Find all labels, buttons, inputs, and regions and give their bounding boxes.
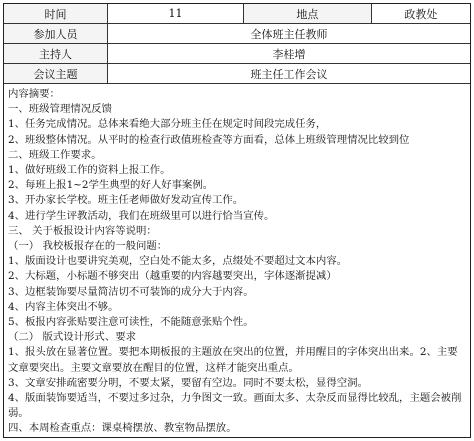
content-line: 二、班级工作要求。 bbox=[8, 148, 102, 161]
content-line: （一） 我校板报存在的一般问题： bbox=[8, 240, 168, 253]
content-line: 1、做好班级工作的资料上报工作。 bbox=[8, 164, 171, 177]
content-heading: 内容摘要： bbox=[8, 88, 60, 100]
topic-row bbox=[4, 64, 470, 84]
content-line: 3、文章安排疏密要分明，不要太紧，要留有空边。同时不要太松，显得空洞。 bbox=[8, 376, 368, 389]
content-line: 4、进行学生评教活动，我们在班级里可以进行恰当宣传。 bbox=[8, 209, 275, 222]
attendees-label: 参加人员 bbox=[4, 24, 107, 44]
content-line: 2、班级整体情况。从平时的检查行政值班检查等方面看，总体上班级管理情况比较到位 bbox=[8, 133, 410, 146]
time-label: 时间 bbox=[4, 4, 107, 24]
content-line: 三、 关于板报设计内容等说明： bbox=[8, 224, 157, 237]
attendees-row bbox=[4, 24, 470, 44]
content-summary bbox=[4, 84, 470, 437]
content-line: 2、每班上报1~2学生典型的好人好事案例。 bbox=[8, 179, 214, 192]
time-value: 11 bbox=[107, 4, 243, 24]
content-line: 3、开办家长学校。班主任老师做好发动宣传工作。 bbox=[8, 194, 244, 207]
content-line: 5、板报内容张贴要注意可读性，不能随意张贴个性。 bbox=[8, 316, 254, 329]
content-paragraph: 4、版面装饰要适当，不要过多过杂，力争图文一致。画面太多、太杂反而显得比较乱，主题会被削弱。 bbox=[8, 392, 462, 420]
location-label: 地点 bbox=[244, 4, 372, 24]
content-line: 3、边框装饰要尽量简洁切不可装饰的成分大于内容。 bbox=[8, 285, 254, 298]
host-value: 李桂增 bbox=[107, 44, 470, 64]
content-line: 四、本周检查重点：课桌椅摆放、教室物品摆放。 bbox=[8, 422, 237, 435]
content-line: 1、版面设计也要讲究美观，空白处不能太多，点缀处不要超过文本内容。 bbox=[8, 255, 348, 268]
meeting-record-form bbox=[3, 3, 471, 438]
content-line: 一、班级管理情况反馈 bbox=[8, 103, 112, 116]
meeting-info-table bbox=[4, 4, 470, 84]
content-line: （二） 版式设计形式、要求 bbox=[8, 331, 136, 344]
content-line: 1、任务完成情况。总体来看绝大部分班主任在规定时间段完成任务， bbox=[8, 118, 327, 131]
location-value: 政教处 bbox=[371, 4, 470, 24]
topic-label: 会议主题 bbox=[4, 64, 107, 84]
host-label: 主持人 bbox=[4, 44, 107, 64]
topic-value: 班主任工作会议 bbox=[107, 64, 470, 84]
content-line: 2、大标题，小标题不够突出（越重要的内容越要突出，字体逐渐提减） bbox=[8, 270, 337, 283]
attendees-value: 全体班主任教师 bbox=[107, 24, 470, 44]
content-paragraph: 1、报头放在显著位置。要把本期板报的主题放在突出的位置，并用醒目的字体突出出来。2、主要文章要突出。主要文章要放在醒目的位置，这样才能突出重点。 bbox=[8, 346, 458, 374]
content-line: 4、内容主体突出不够。 bbox=[8, 300, 119, 313]
host-row bbox=[4, 44, 470, 64]
time-location-row bbox=[4, 4, 470, 24]
